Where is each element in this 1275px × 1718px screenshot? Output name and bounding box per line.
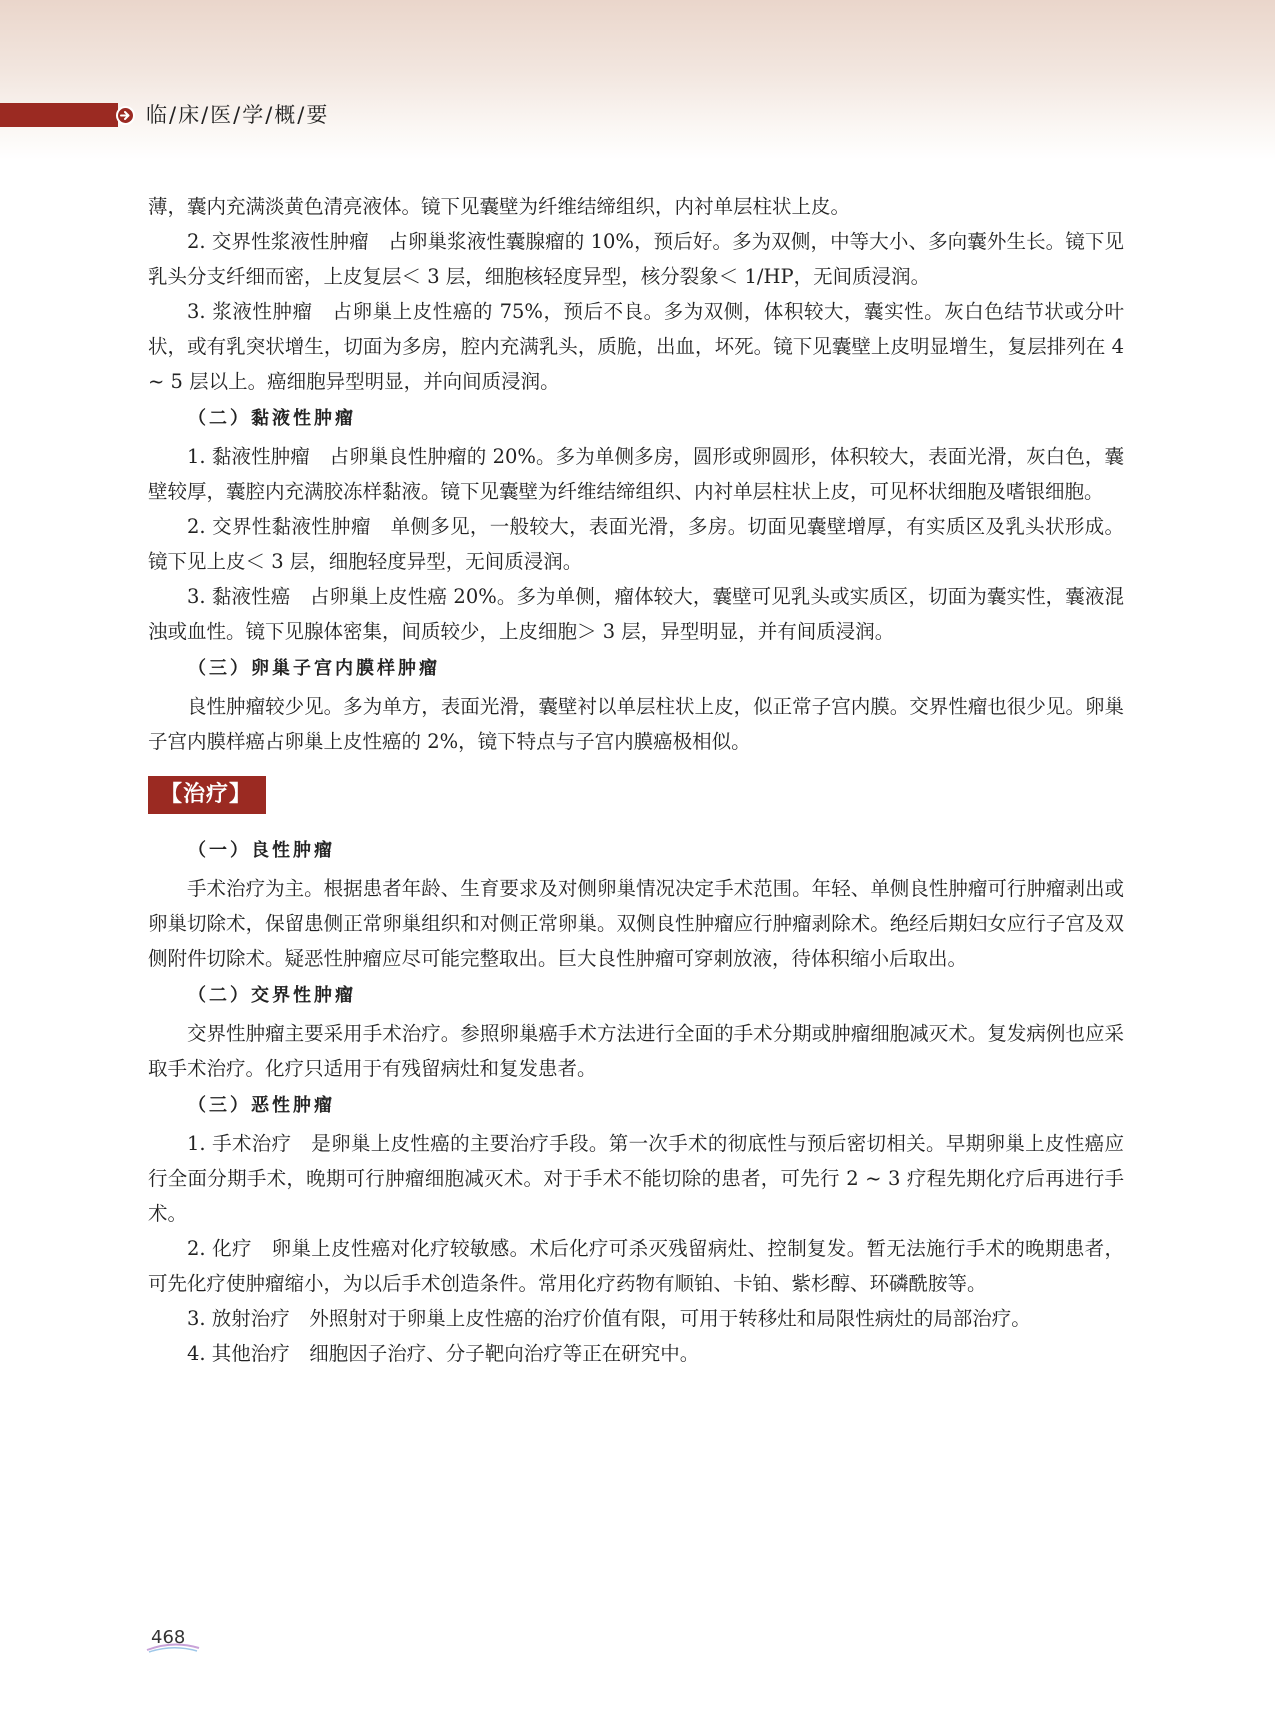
- running-header-title: 临/床/医/学/概/要: [146, 103, 330, 127]
- page-number-swoosh-icon: [145, 1642, 201, 1654]
- subheading-malignant: （三）恶性肿瘤: [188, 1095, 335, 1116]
- paragraph: 3. 黏液性癌 占卵巢上皮性癌 20%。多为单侧，瘤体较大，囊壁可见乳头或实质区，切面为囊实性，囊液混浊或血性。镜下见腺体密集，间质较少，上皮细胞＞ 3 层，异型明显，并有间质浸润。: [148, 585, 1124, 643]
- paragraph: 交界性肿瘤主要采用手术治疗。参照卵巢癌手术方法进行全面的手术分期或肿瘤细胞减灭术。复发病例也应采取手术治疗。化疗只适用于有残留病灶和复发患者。: [148, 1022, 1124, 1080]
- page-body: [148, 189, 1124, 1371]
- section-heading-treatment: 【治疗】: [148, 776, 266, 814]
- section-heading-wrap: [148, 759, 1124, 831]
- page-number: 468: [151, 1627, 186, 1648]
- header-background: [0, 0, 1275, 160]
- subheading-mucinous: （二）黏液性肿瘤: [188, 408, 356, 429]
- paragraph: 4. 其他治疗 细胞因子治疗、分子靶向治疗等正在研究中。: [187, 1342, 700, 1365]
- arrow-right-icon: [116, 106, 135, 125]
- subheading-endometrioid: （三）卵巢子宫内膜样肿瘤: [188, 658, 440, 679]
- paragraph: 3. 放射治疗 外照射对于卵巢上皮性癌的治疗价值有限，可用于转移灶和局限性病灶的局部治疗。: [187, 1307, 1031, 1330]
- paragraph: 薄，囊内充满淡黄色清亮液体。镜下见囊壁为纤维结缔组织，内衬单层柱状上皮。: [148, 195, 851, 218]
- paragraph: 1. 黏液性肿瘤 占卵巢良性肿瘤的 20%。多为单侧多房，圆形或卵圆形，体积较大，表面光滑，灰白色，囊壁较厚，囊腔内充满胶冻样黏液。镜下见囊壁为纤维结缔组织、内衬单层柱状上皮，可见杯状细胞及嗜银细胞。: [148, 445, 1124, 503]
- header-accent-bar: [0, 103, 118, 127]
- paragraph: 2. 交界性浆液性肿瘤 占卵巢浆液性囊腺瘤的 10%，预后好。多为双侧，中等大小、多向囊外生长。镜下见乳头分支纤细而密，上皮复层＜ 3 层，细胞核轻度异型，核分裂象＜ 1/HP，无间质浸润。: [148, 230, 1124, 288]
- paragraph: 良性肿瘤较少见。多为单方，表面光滑，囊壁衬以单层柱状上皮，似正常子宫内膜。交界性瘤也很少见。卵巢子宫内膜样癌占卵巢上皮性癌的 2%，镜下特点与子宫内膜癌极相似。: [148, 695, 1124, 753]
- subheading-borderline: （二）交界性肿瘤: [188, 985, 356, 1006]
- paragraph: 2. 化疗 卵巢上皮性癌对化疗较敏感。术后化疗可杀灭残留病灶、控制复发。暂无法施行手术的晚期患者，可先化疗使肿瘤缩小，为以后手术创造条件。常用化疗药物有顺铂、卡铂、紫杉醇、环磷酰胺等。: [148, 1237, 1124, 1295]
- paragraph: 手术治疗为主。根据患者年龄、生育要求及对侧卵巢情况决定手术范围。年轻、单侧良性肿瘤可行肿瘤剥出或卵巢切除术，保留患侧正常卵巢组织和对侧正常卵巢。双侧良性肿瘤应行肿瘤剥除术。绝经后期妇女应行子宫及双侧附件切除术。疑恶性肿瘤应尽可能完整取出。巨大良性肿瘤可穿刺放液，待体积缩小后取出。: [148, 877, 1124, 970]
- paragraph: 3. 浆液性肿瘤 占卵巢上皮性癌的 75%，预后不良。多为双侧，体积较大，囊实性。灰白色结节状或分叶状，或有乳突状增生，切面为多房，腔内充满乳头，质脆，出血，坏死。镜下见囊壁上皮明显增生，复层排列在 4 ~ 5 层以上。癌细胞异型明显，并向间质浸润。: [148, 300, 1124, 393]
- paragraph: 1. 手术治疗 是卵巢上皮性癌的主要治疗手段。第一次手术的彻底性与预后密切相关。早期卵巢上皮性癌应行全面分期手术，晚期可行肿瘤细胞减灭术。对于手术不能切除的患者，可先行 2 ~ 3 疗程先期化疗后再进行手术。: [148, 1132, 1124, 1225]
- paragraph: 2. 交界性黏液性肿瘤 单侧多见，一般较大，表面光滑，多房。切面见囊壁增厚，有实质区及乳头状形成。镜下见上皮＜ 3 层，细胞轻度异型，无间质浸润。: [148, 515, 1124, 573]
- subheading-benign: （一）良性肿瘤: [188, 840, 335, 861]
